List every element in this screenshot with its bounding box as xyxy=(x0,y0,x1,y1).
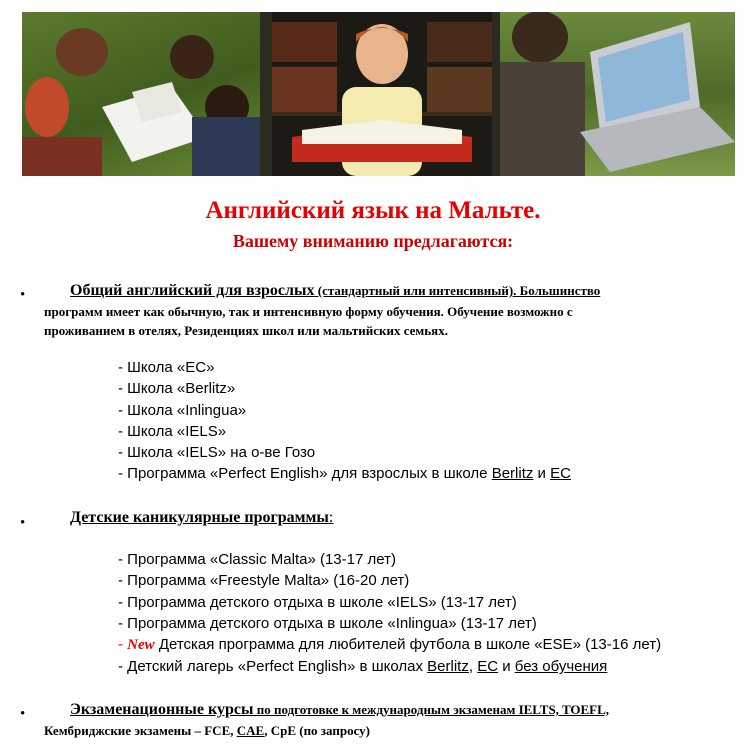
header-banner xyxy=(22,12,735,176)
page-subtitle: Вашему вниманию предлагаются: xyxy=(232,231,514,251)
link-ec[interactable]: EC xyxy=(477,658,499,676)
list-item-conjunction: и xyxy=(498,658,515,676)
link-berlitz[interactable]: Berlitz xyxy=(427,658,469,676)
section-heading-adults-title: Общий английский для взрослых xyxy=(70,282,315,299)
section-description-exams xyxy=(44,721,724,740)
bullet-icon: • xyxy=(20,706,26,722)
list-item xyxy=(118,656,661,677)
new-dash: - xyxy=(118,636,128,654)
list-item: - Программа детского отдыха в школе «IELS» (13-17 лет) xyxy=(118,593,517,611)
description-text: , CpE (по запросу) xyxy=(264,723,371,738)
section-description-adults xyxy=(44,302,724,340)
list-item-text: Детская программа для любителей футбола в школе «ESE» (13-16 лет) xyxy=(154,636,662,654)
section-heading-exams-title: Экзаменационные курсы xyxy=(70,701,254,718)
section-heading-adults xyxy=(70,282,600,300)
description-text: Кембриджские экзамены – FCE, xyxy=(44,723,237,738)
list-item xyxy=(118,463,571,484)
children-programs-list xyxy=(118,549,661,678)
adult-schools-list xyxy=(118,357,571,485)
list-item: - Школа «Inlingua» xyxy=(118,401,247,419)
banner-students-photo xyxy=(22,12,260,176)
banner-library-photo xyxy=(272,12,492,176)
section-heading-children-title: Детские каникулярные программы xyxy=(70,509,329,526)
link-ec[interactable]: EC xyxy=(550,465,571,483)
list-item: - Школа «EC» xyxy=(118,359,215,376)
list-item: - Школа «IELS» xyxy=(118,422,227,440)
list-item xyxy=(118,634,661,656)
section-heading-exams xyxy=(70,701,609,719)
section-heading-children-rest: : xyxy=(328,509,334,526)
list-item-text: - Детский лагерь «Perfect English» в школах xyxy=(118,658,428,676)
new-badge: New xyxy=(127,637,155,654)
description-line: программ имеет как обычную, так и интенсивную форму обучения. Обучение возможно с xyxy=(44,304,573,319)
list-item: - Программа «Freestyle Malta» (16-20 лет) xyxy=(118,572,410,590)
list-item-separator: , xyxy=(468,658,478,676)
list-item-text: - Программа «Perfect English» для взрослых в школе xyxy=(118,465,492,483)
list-item-conjunction: и xyxy=(533,465,551,483)
link-no-study[interactable]: без обучения xyxy=(514,658,608,676)
list-item: - Школа «IELS» на о-ве Гозо xyxy=(118,444,316,462)
section-heading-children xyxy=(70,509,333,527)
section-heading-exams-rest: по подготовке к международным экзаменам IELTS, TOEFL, xyxy=(253,702,610,717)
banner-divider xyxy=(492,12,500,176)
banner-laptop-photo xyxy=(500,12,735,176)
bullet-icon: • xyxy=(20,515,26,531)
banner-divider xyxy=(260,12,272,176)
page-title: Английский язык на Мальте. xyxy=(205,197,541,224)
list-item: - Программа «Classic Malta» (13-17 лет) xyxy=(118,551,396,568)
section-heading-adults-rest: (стандартный или интенсивный). Большинство xyxy=(314,283,601,298)
link-cae[interactable]: CAE xyxy=(236,723,265,738)
list-item: - Программа детского отдыха в школе «Inlingua» (13-17 лет) xyxy=(118,614,537,632)
list-item: - Школа «Berlitz» xyxy=(118,380,236,398)
description-line: проживанием в отелях, Резиденциях школ или мальтийских семьях. xyxy=(44,323,448,338)
link-berlitz[interactable]: Berlitz xyxy=(491,465,534,483)
bullet-icon: • xyxy=(20,287,26,303)
